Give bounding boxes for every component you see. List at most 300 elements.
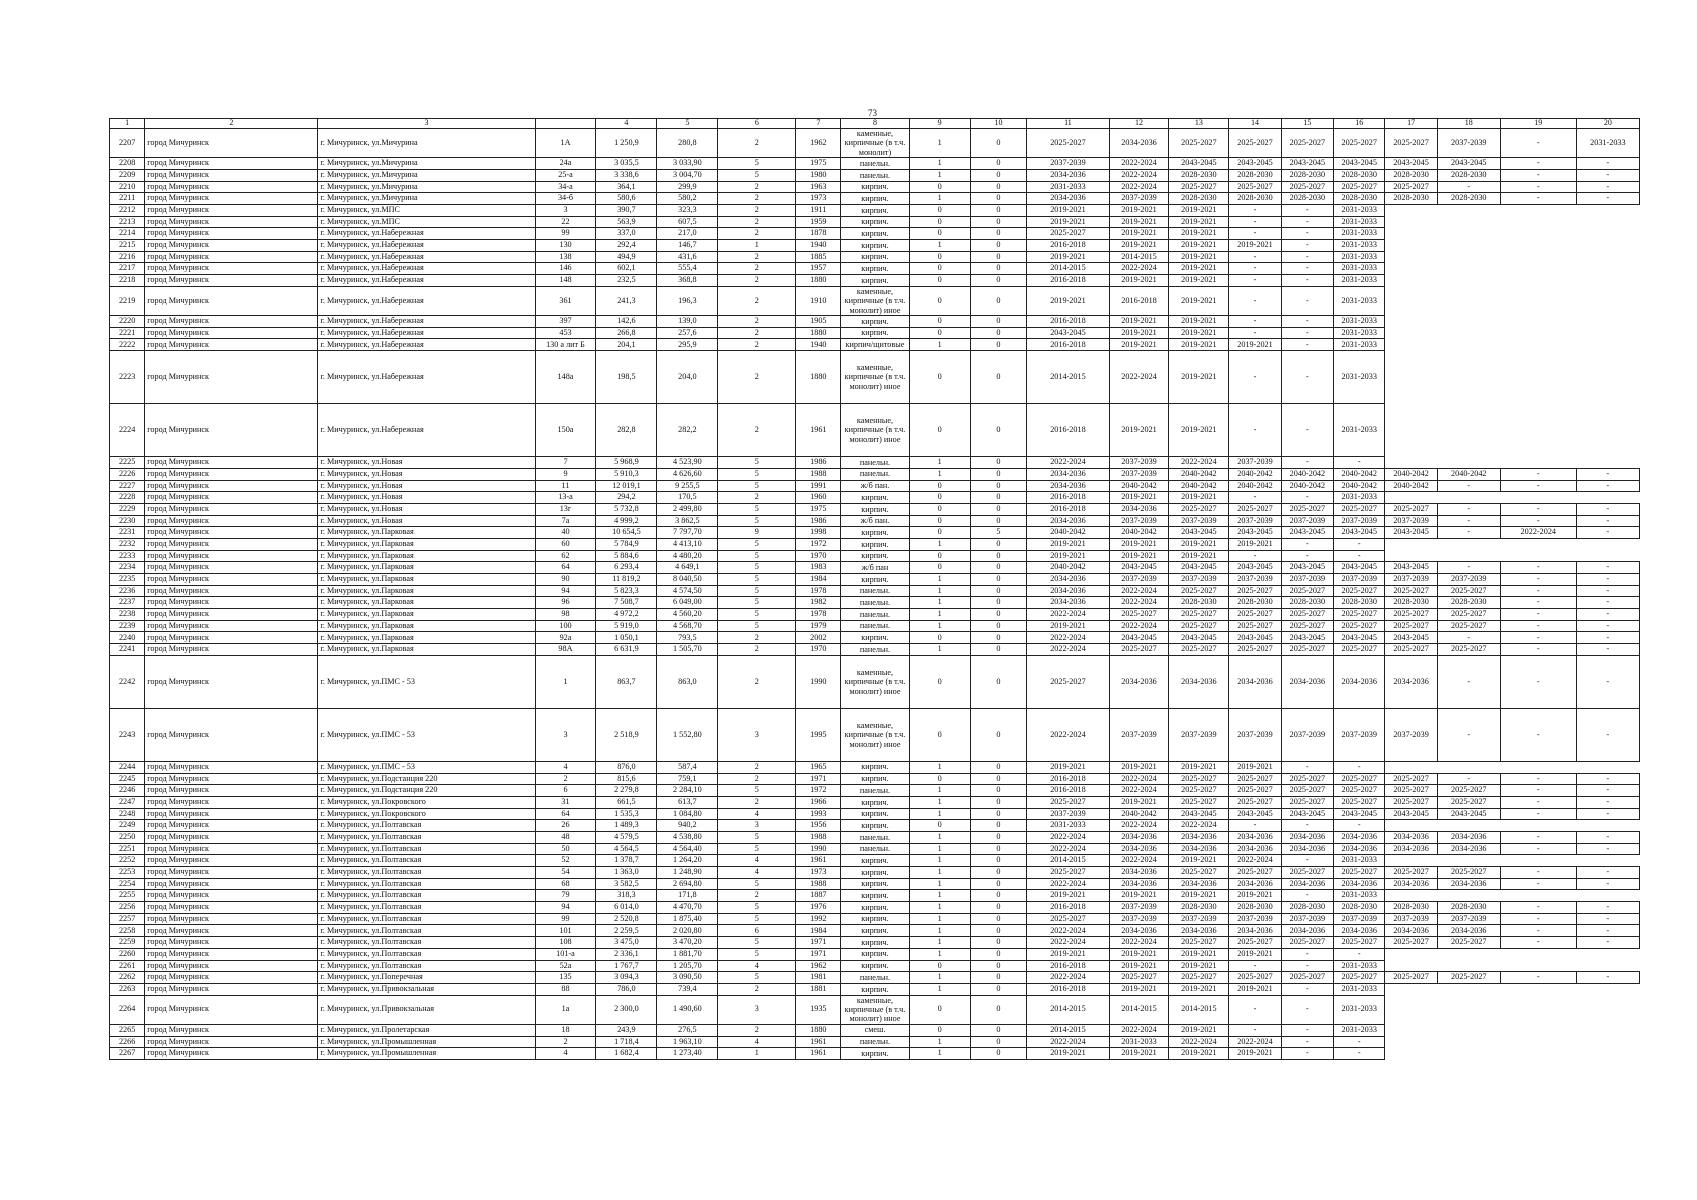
table-cell: 3 094,3 (596, 972, 657, 984)
table-cell: 2225 (110, 457, 145, 469)
table-cell: - (1334, 761, 1385, 773)
table-row (110, 327, 1640, 339)
table-cell: 1972 (796, 538, 841, 550)
table-cell: 2016-2018 (1027, 492, 1109, 504)
column-number: 4 (596, 119, 657, 129)
table-cell: 2031-2033 (1334, 327, 1385, 339)
table-cell: г. Мичуринск, ул.Промышленная (318, 1036, 535, 1048)
table-cell: 2034-2036 (1109, 843, 1169, 855)
table-cell: 94 (535, 902, 596, 914)
table-cell: 2014-2015 (1109, 251, 1169, 263)
table-cell: 1971 (796, 948, 841, 960)
table-cell: город Мичуринск (145, 538, 318, 550)
table-cell: 1976 (796, 902, 841, 914)
table-row (110, 937, 1640, 949)
table-cell: город Мичуринск (145, 193, 318, 205)
table-cell: 88 (535, 983, 596, 995)
table-cell: 6 (718, 925, 796, 937)
table-cell: город Мичуринск (145, 275, 318, 287)
table-cell: 1 (909, 1036, 970, 1048)
table-cell: 1961 (796, 855, 841, 867)
table-cell: г. Мичуринск, ул.Мичурина (318, 181, 535, 193)
table-cell: 282,8 (596, 404, 657, 457)
table-cell: г. Мичуринск, ул.Набережная (318, 263, 535, 275)
table-cell: кирпич. (841, 937, 909, 949)
table-cell: 2037-2039 (1334, 708, 1385, 761)
table-cell: 2243 (110, 708, 145, 761)
page-number: 73 (868, 108, 877, 118)
table-cell: 2025-2027 (1385, 620, 1437, 632)
table-cell: город Мичуринск (145, 574, 318, 586)
table-cell: 2025-2027 (1229, 129, 1281, 158)
table-row (110, 902, 1640, 914)
table-cell: 2031-2033 (1334, 339, 1385, 351)
table-cell: 2034-2036 (1169, 831, 1229, 843)
table-cell: 2034-2036 (1109, 867, 1169, 879)
table-cell: г. Мичуринск, ул.Набережная (318, 404, 535, 457)
table-cell: кирпич. (841, 550, 909, 562)
table-cell: панельн. (841, 843, 909, 855)
table-cell: 2037-2039 (1229, 457, 1281, 469)
table-cell: кирпич. (841, 574, 909, 586)
table-cell: - (1500, 878, 1576, 890)
table-cell: 0 (909, 275, 970, 287)
table-cell: 2022-2024 (1027, 644, 1109, 656)
table-cell: - (1437, 503, 1500, 515)
table-cell: 2028-2030 (1437, 193, 1500, 205)
table-cell: 7а (535, 515, 596, 527)
table-cell: 31 (535, 796, 596, 808)
table-cell: 2043-2045 (1281, 158, 1333, 170)
table-cell: - (1229, 960, 1281, 972)
table-cell: 1А (535, 129, 596, 158)
table-cell: 2266 (110, 1036, 145, 1048)
table-cell: 0 (970, 831, 1027, 843)
table-cell: город Мичуринск (145, 655, 318, 708)
table-cell: 0 (970, 351, 1027, 404)
table-cell: 2037-2039 (1169, 708, 1229, 761)
table-cell: - (1334, 457, 1385, 469)
table-cell: 1 084,80 (657, 808, 718, 820)
table-cell: 0 (970, 843, 1027, 855)
table-cell: 1 (909, 808, 970, 820)
table-cell: 2236 (110, 585, 145, 597)
table-cell: - (1500, 867, 1576, 879)
table-cell: 2025-2027 (1334, 620, 1385, 632)
table-cell: 101 (535, 925, 596, 937)
table-row (110, 468, 1640, 480)
table-cell: 2037-2039 (1334, 574, 1385, 586)
table-cell: 2034-2036 (1281, 831, 1333, 843)
table-cell: 2040-2042 (1027, 562, 1109, 574)
table-cell: 2233 (110, 550, 145, 562)
table-cell: 1а (535, 995, 596, 1024)
table-row (110, 480, 1640, 492)
table-cell: 2 (718, 796, 796, 808)
table-cell: г. Мичуринск, ул.Набережная (318, 240, 535, 252)
table-cell: 130 а лит Б (535, 339, 596, 351)
table-cell: г. Мичуринск, ул.Парковая (318, 562, 535, 574)
table-cell: 1881 (796, 983, 841, 995)
table-cell: 2019-2021 (1229, 761, 1281, 773)
table-cell: кирпич. (841, 867, 909, 879)
table-cell: 2262 (110, 972, 145, 984)
table-cell: г. Мичуринск, ул.Полтавская (318, 960, 535, 972)
table-cell: 2034-2036 (1169, 843, 1229, 855)
table-cell: 2025-2027 (1229, 181, 1281, 193)
table-cell: 0 (970, 492, 1027, 504)
table-cell: 1 767,7 (596, 960, 657, 972)
table-cell: 2037-2039 (1109, 457, 1169, 469)
table-cell: 2014-2015 (1169, 995, 1229, 1024)
table-cell: 2025-2027 (1169, 796, 1229, 808)
table-cell: 2037-2039 (1385, 515, 1437, 527)
table-cell: 1 (909, 1048, 970, 1060)
table-cell: 0 (970, 228, 1027, 240)
table-cell: 0 (970, 913, 1027, 925)
table-cell: 148 (535, 275, 596, 287)
table-cell: кирпич. (841, 527, 909, 539)
table-cell: 2222 (110, 339, 145, 351)
table-cell: 1880 (796, 351, 841, 404)
table-cell: 2258 (110, 925, 145, 937)
table-cell: - (1576, 785, 1639, 797)
table-cell: 2025-2027 (1281, 796, 1333, 808)
table-cell: 1 718,4 (596, 1036, 657, 1048)
table-cell: 34-б (535, 193, 596, 205)
table-cell: 0 (970, 655, 1027, 708)
table-cell: 13-а (535, 492, 596, 504)
table-cell: 2014-2015 (1027, 263, 1109, 275)
table-cell: - (1576, 585, 1639, 597)
table-cell: 1 (909, 831, 970, 843)
table-cell: 2257 (110, 913, 145, 925)
table-cell: 1 (909, 574, 970, 586)
table-cell: 2028-2030 (1334, 169, 1385, 181)
table-cell: панельн. (841, 620, 909, 632)
table-cell: 3 338,6 (596, 169, 657, 181)
table-cell: - (1576, 655, 1639, 708)
table-cell: 2025-2027 (1229, 609, 1281, 621)
table-cell: 2028-2030 (1437, 902, 1500, 914)
table-cell: кирпич. (841, 181, 909, 193)
table-cell: 2028-2030 (1385, 902, 1437, 914)
table-cell: 2025-2027 (1385, 867, 1437, 879)
table-cell: город Мичуринск (145, 251, 318, 263)
table-cell: 0 (970, 983, 1027, 995)
table-cell: 1990 (796, 843, 841, 855)
table-cell: 2022-2024 (1027, 972, 1109, 984)
table-cell: 2019-2021 (1027, 205, 1109, 217)
table-cell: - (1281, 263, 1333, 275)
table-cell: 2025-2027 (1281, 503, 1333, 515)
table-cell: г. Мичуринск, ул.Парковая (318, 632, 535, 644)
table-cell: 2016-2018 (1027, 902, 1109, 914)
table-cell: 453 (535, 327, 596, 339)
table-cell: город Мичуринск (145, 761, 318, 773)
table-cell: 1961 (796, 1048, 841, 1060)
table-cell: - (1281, 1036, 1333, 1048)
table-cell: 2019-2021 (1169, 538, 1229, 550)
table-cell: 0 (970, 1048, 1027, 1060)
table-cell: 2031-2033 (1334, 205, 1385, 217)
table-row (110, 492, 1640, 504)
column-number: 7 (796, 119, 841, 129)
table-cell: город Мичуринск (145, 492, 318, 504)
table-cell: 3 (718, 995, 796, 1024)
table-cell: 1988 (796, 878, 841, 890)
table-cell: 4 (718, 867, 796, 879)
table-cell: 0 (909, 562, 970, 574)
table-cell: 196,3 (657, 286, 718, 315)
table-cell: 2043-2045 (1229, 632, 1281, 644)
table-cell: 2019-2021 (1109, 240, 1169, 252)
table-cell: панельн. (841, 831, 909, 843)
table-cell: - (1334, 948, 1385, 960)
table-cell: 2028-2030 (1437, 169, 1500, 181)
table-cell: 1935 (796, 995, 841, 1024)
table-cell: 602,1 (596, 263, 657, 275)
table-cell: 2031-2033 (1334, 216, 1385, 228)
table-cell: город Мичуринск (145, 468, 318, 480)
table-cell: 2025-2027 (1437, 620, 1500, 632)
table-cell: 2025-2027 (1027, 655, 1109, 708)
table-cell: 494,9 (596, 251, 657, 263)
table-cell: 5 884,6 (596, 550, 657, 562)
column-number: 11 (1027, 119, 1109, 129)
table-cell: 9 255,5 (657, 480, 718, 492)
table-cell: г. Мичуринск, ул.Полтавская (318, 855, 535, 867)
table-cell: 2025-2027 (1437, 644, 1500, 656)
table-cell: 148а (535, 351, 596, 404)
table-cell: 2019-2021 (1109, 275, 1169, 287)
table-cell: 2025-2027 (1229, 785, 1281, 797)
table-cell: 2019-2021 (1169, 1048, 1229, 1060)
table-cell: 146 (535, 263, 596, 275)
table-cell: 1962 (796, 129, 841, 158)
table-cell: 5 (718, 585, 796, 597)
table-cell: 1 (909, 937, 970, 949)
table-cell: каменные, кирпичные (в т.ч. монолит) иное (841, 404, 909, 457)
table-cell: 3 (535, 708, 596, 761)
table-cell: 2019-2021 (1027, 550, 1109, 562)
table-cell: 2 (718, 193, 796, 205)
table-cell: кирпич. (841, 538, 909, 550)
table-cell: 2 279,8 (596, 785, 657, 797)
table-cell: 2031-2033 (1109, 1036, 1169, 1048)
table-cell: 587,4 (657, 761, 718, 773)
table-row (110, 515, 1640, 527)
table-cell: 1911 (796, 205, 841, 217)
table-cell: город Мичуринск (145, 404, 318, 457)
table-cell: 5 (718, 948, 796, 960)
table-cell: 2025-2027 (1334, 867, 1385, 879)
table-cell: 1 (909, 169, 970, 181)
table-cell: 555,4 (657, 263, 718, 275)
table-cell: - (1500, 796, 1576, 808)
table-cell: г. Мичуринск, ул.Новая (318, 492, 535, 504)
table-cell: 2019-2021 (1109, 228, 1169, 240)
table-cell: 2254 (110, 878, 145, 890)
table-cell: кирпич. (841, 925, 909, 937)
table-cell: 1940 (796, 240, 841, 252)
table-cell: 2025-2027 (1281, 129, 1333, 158)
table-cell: 2031-2033 (1334, 404, 1385, 457)
table-cell: 2016-2018 (1027, 240, 1109, 252)
table-cell: 2025-2027 (1385, 585, 1437, 597)
table-cell: панельн. (841, 457, 909, 469)
table-cell: 0 (970, 708, 1027, 761)
table-cell: 2246 (110, 785, 145, 797)
table-cell: 138 (535, 251, 596, 263)
table-cell: 2019-2021 (1027, 620, 1109, 632)
table-cell: 2016-2018 (1027, 785, 1109, 797)
column-number: 13 (1169, 119, 1229, 129)
table-cell: 337,0 (596, 228, 657, 240)
table-cell: 295,9 (657, 339, 718, 351)
table-cell: город Мичуринск (145, 503, 318, 515)
table-cell: - (1229, 492, 1281, 504)
table-cell: - (1229, 216, 1281, 228)
table-cell: - (1281, 1048, 1333, 1060)
table-cell: 2025-2027 (1437, 585, 1500, 597)
table-cell: 6 631,9 (596, 644, 657, 656)
table-cell: 139,0 (657, 316, 718, 328)
table-cell: 2238 (110, 609, 145, 621)
table-row (110, 404, 1640, 457)
table-cell: 2037-2039 (1169, 913, 1229, 925)
table-cell: 2025-2027 (1169, 620, 1229, 632)
table-cell: город Мичуринск (145, 878, 318, 890)
table-cell: 150а (535, 404, 596, 457)
table-cell: 2025-2027 (1229, 585, 1281, 597)
table-cell: кирпич. (841, 275, 909, 287)
table-cell: 2014-2015 (1109, 995, 1169, 1024)
table-cell: 2034-2036 (1109, 655, 1169, 708)
table-cell: кирпич. (841, 632, 909, 644)
table-cell: город Мичуринск (145, 609, 318, 621)
table-cell: - (1500, 632, 1576, 644)
table-cell: г. Мичуринск, ул.Полтавская (318, 831, 535, 843)
table-cell: 2 (718, 632, 796, 644)
table-cell: 2031-2033 (1576, 129, 1639, 158)
table-cell: г. Мичуринск, ул.Новая (318, 468, 535, 480)
table-cell: 2019-2021 (1109, 983, 1169, 995)
table-cell: 2019-2021 (1109, 327, 1169, 339)
column-number: 2 (145, 119, 318, 129)
table-cell: г. Мичуринск, ул.Покровского (318, 796, 535, 808)
table-cell: 2043-2045 (1437, 808, 1500, 820)
table-cell: 2025-2027 (1281, 620, 1333, 632)
table-cell: 2019-2021 (1229, 339, 1281, 351)
table-cell: 2025-2027 (1169, 785, 1229, 797)
table-cell: 50 (535, 843, 596, 855)
table-cell: 397 (535, 316, 596, 328)
table-cell: 2037-2039 (1281, 708, 1333, 761)
table-cell: 2025-2027 (1385, 785, 1437, 797)
table-cell: 2259 (110, 937, 145, 949)
table-cell: 2019-2021 (1109, 761, 1169, 773)
table-cell: - (1500, 843, 1576, 855)
table-cell: 4 564,40 (657, 843, 718, 855)
table-cell: 2031-2033 (1334, 240, 1385, 252)
table-cell: 79 (535, 890, 596, 902)
table-cell: 1 (909, 796, 970, 808)
table-cell: город Мичуринск (145, 708, 318, 761)
table-cell: 2025-2027 (1281, 585, 1333, 597)
table-cell: 2040-2042 (1334, 468, 1385, 480)
table-cell: 2 (718, 216, 796, 228)
table-cell: 1966 (796, 796, 841, 808)
table-cell: - (1281, 948, 1333, 960)
table-cell: 6 293,4 (596, 562, 657, 574)
table-cell: 2022-2024 (1500, 527, 1576, 539)
table-cell: 3 090,50 (657, 972, 718, 984)
table-cell: 9 (718, 527, 796, 539)
table-cell: 2 (718, 251, 796, 263)
table-cell: 2028-2030 (1229, 169, 1281, 181)
table-cell: 0 (909, 228, 970, 240)
table-cell: город Мичуринск (145, 913, 318, 925)
table-cell: 2 (718, 492, 796, 504)
table-cell: 4 579,5 (596, 831, 657, 843)
table-cell: 266,8 (596, 327, 657, 339)
table-cell: 2019-2021 (1169, 263, 1229, 275)
table-cell: 2025-2027 (1437, 609, 1500, 621)
table-cell: 96 (535, 597, 596, 609)
table-row (110, 1024, 1640, 1036)
table-row (110, 925, 1640, 937)
table-cell: 1986 (796, 457, 841, 469)
table-cell: - (1500, 503, 1576, 515)
column-number: 1 (110, 119, 145, 129)
table-cell: 2016-2018 (1027, 316, 1109, 328)
table-cell: г. Мичуринск, ул.Полтавская (318, 890, 535, 902)
table-row (110, 286, 1640, 315)
table-cell: 5 (970, 527, 1027, 539)
table-cell: 2037-2039 (1437, 913, 1500, 925)
table-cell: 2034-2036 (1027, 169, 1109, 181)
table-cell: 1978 (796, 609, 841, 621)
table-cell: 1959 (796, 216, 841, 228)
table-cell: 0 (970, 480, 1027, 492)
table-cell: 4 568,70 (657, 620, 718, 632)
table-cell: город Мичуринск (145, 181, 318, 193)
table-row (110, 620, 1640, 632)
table-cell: 5 (718, 468, 796, 480)
table-cell: 2040-2042 (1109, 527, 1169, 539)
table-cell: - (1281, 761, 1333, 773)
table-cell: 2037-2039 (1109, 913, 1169, 925)
table-cell: г. Мичуринск, ул.Парковая (318, 574, 535, 586)
table-cell: 0 (970, 948, 1027, 960)
table-cell: 2 (718, 316, 796, 328)
table-row (110, 995, 1640, 1024)
table-cell: 2019-2021 (1229, 983, 1281, 995)
table-cell: г. Мичуринск, ул.Набережная (318, 275, 535, 287)
table-cell: - (1576, 644, 1639, 656)
table-cell: 1982 (796, 597, 841, 609)
table-cell: каменные, кирпичные (в т.ч. монолит) (841, 129, 909, 158)
table-cell: 2043-2045 (1109, 632, 1169, 644)
table-cell: - (1437, 655, 1500, 708)
table-cell: 48 (535, 831, 596, 843)
table-cell: панельн. (841, 585, 909, 597)
table-cell: 2220 (110, 316, 145, 328)
table-cell: 1990 (796, 655, 841, 708)
table-cell: 0 (970, 937, 1027, 949)
table-cell: 18 (535, 1024, 596, 1036)
